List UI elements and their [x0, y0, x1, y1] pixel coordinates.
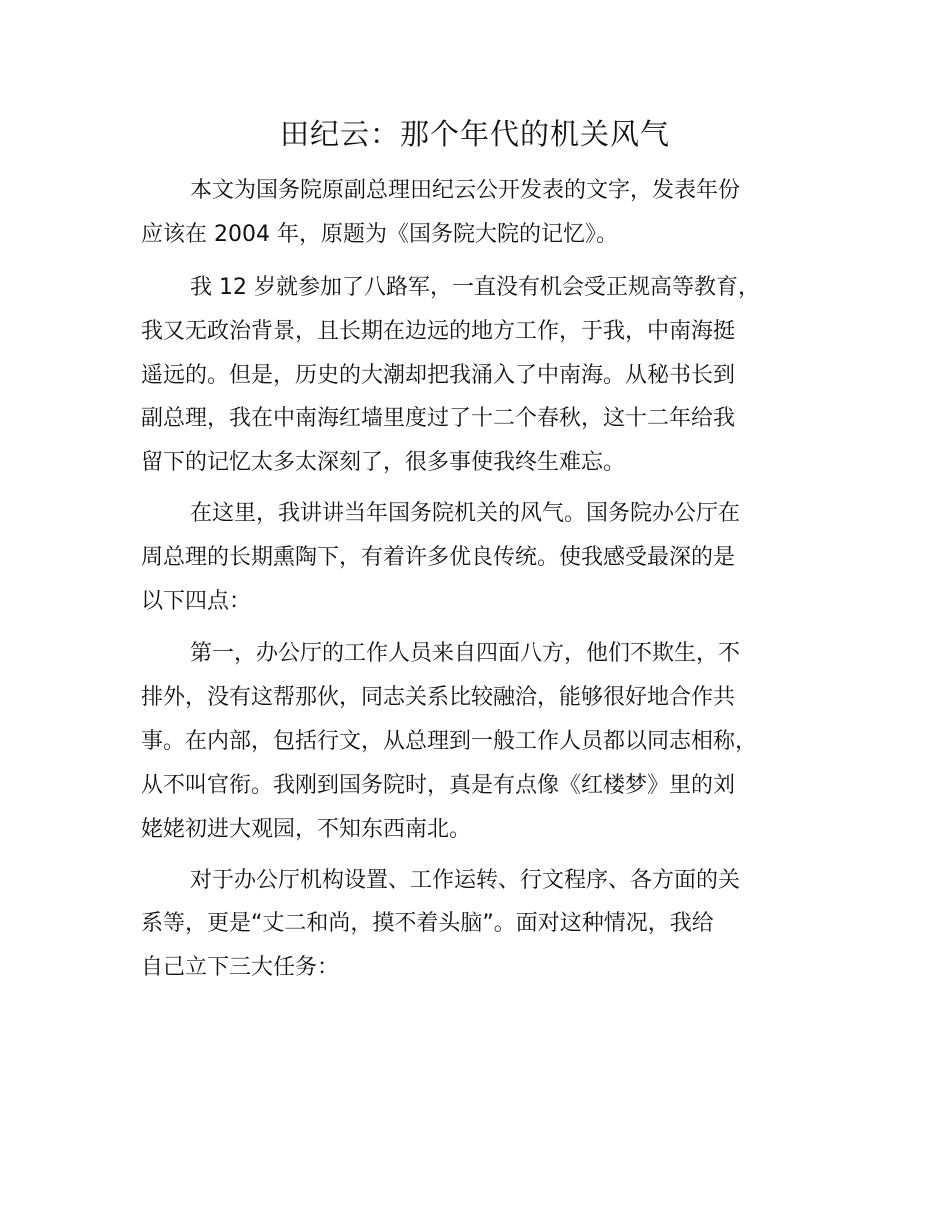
paragraph-5-line-1: 对于办公厅机构设置、工作运转、行文程序、各方面的关 — [190, 868, 741, 893]
paragraph-3-line-2: 周总理的长期熏陶下，有着许多优良传统。使我感受最深的是 — [141, 545, 736, 570]
paragraph-2-line-1: 我 12 岁就参加了八路军，一直没有机会受正规高等教育， — [190, 275, 760, 300]
paragraph-4-line-3: 事。在内部，包括行文，从总理到一般工作人员都以同志相称， — [141, 729, 758, 754]
paragraph-5-line-3: 自己立下三大任务： — [141, 955, 340, 980]
paragraph-4-line-2: 排外，没有这帮那伙，同志关系比较融洽，能够很好地合作共 — [141, 685, 736, 710]
paragraph-2-line-3: 遥远的。但是，历史的大潮却把我涌入了中南海。从秘书长到 — [141, 363, 736, 388]
paragraph-4-line-5: 姥姥初进大观园，不知东西南北。 — [141, 817, 472, 842]
paragraph-2-line-2: 我又无政治背景，且长期在边远的地方工作，于我，中南海挺 — [141, 319, 736, 344]
paragraph-3-line-3: 以下四点： — [141, 589, 252, 614]
paragraph-2-line-5: 留下的记忆太多太深刻了，很多事使我终生难忘。 — [141, 450, 626, 475]
page-title: 田纪云：那个年代的机关风气 — [279, 117, 670, 151]
paragraph-2-line-4: 副总理，我在中南海红墙里度过了十二个春秋，这十二年给我 — [141, 406, 736, 431]
paragraph-3-line-1: 在这里，我讲讲当年国务院机关的风气。国务院办公厅在 — [190, 501, 741, 526]
paragraph-1-line-1: 本文为国务院原副总理田纪云公开发表的文字，发表年份 — [190, 178, 741, 203]
paragraph-5-line-2: 系等，更是“丈二和尚，摸不着头脑”。面对这种情况，我给 — [141, 911, 714, 936]
paragraph-4-line-1: 第一，办公厅的工作人员来自四面八方，他们不欺生，不 — [190, 641, 741, 666]
paragraph-4-line-4: 从不叫官衔。我刚到国务院时，真是有点像《红楼梦》里的刘 — [141, 773, 736, 798]
paragraph-1-line-2: 应该在 2004 年，原题为《国务院大院的记忆》。 — [141, 222, 618, 247]
